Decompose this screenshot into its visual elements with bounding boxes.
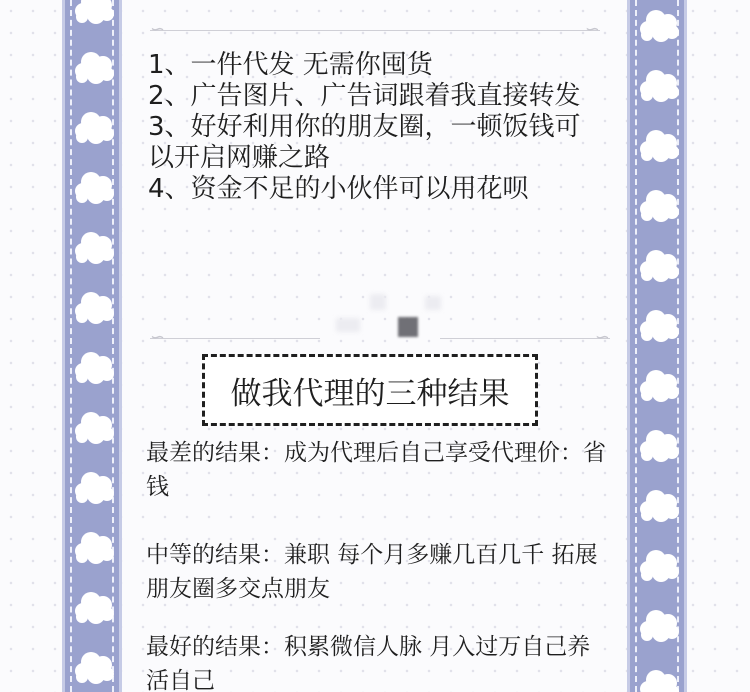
step-item: 1、一件代发 无需你囤货 [148,50,433,80]
top-divider [150,16,600,46]
cloud-icon [640,70,679,102]
cloud-icon [75,172,114,204]
cloud-icon [640,370,679,402]
divider-line [150,338,320,339]
divider-ornament: ∽ [150,19,166,40]
cloud-icon [75,592,114,624]
step-item: 3、好好利用你的朋友圈，一顿饭钱可以开启网赚之路 [148,112,581,173]
cloud-icon [640,130,679,162]
divider-ornament: ∽ [584,19,600,40]
cloud-icon [640,190,679,222]
cloud-icon [75,292,114,324]
cloud-icon [75,352,114,384]
blurred-watermark [398,317,418,337]
cloud-icon [640,670,679,692]
cloud-icon [75,112,114,144]
middle-divider [150,324,610,354]
cloud-icon-column [630,0,687,692]
cloud-icon [75,412,114,444]
section-title: 做我代理的三种结果 [202,354,538,426]
cloud-icon-column [65,0,122,692]
cloud-icon [75,472,114,504]
cloud-icon [640,430,679,462]
result-best: 最好的结果：积累微信人脉 月入过万自己养活自己 [146,634,591,692]
cloud-icon [75,52,114,84]
blurred-watermark [425,296,441,310]
cloud-icon [640,10,679,42]
cloud-icon [640,550,679,582]
steps-list [148,50,598,205]
result-worst: 最差的结果：成为代理后自己享受代理价：省钱 [146,440,606,500]
step-item: 2、广告图片、广告词跟着我直接转发 [148,81,581,111]
left-cloud-border [62,0,122,692]
divider-line [440,338,610,339]
cloud-icon [640,490,679,522]
blurred-watermark [336,318,360,332]
cloud-icon [75,652,114,684]
cloud-icon [640,610,679,642]
result-middle: 中等的结果：兼职 每个月多赚几百几千 拓展朋友圈多交点朋友 [146,542,598,602]
blurred-watermark [370,294,386,310]
cloud-icon [640,310,679,342]
divider-ornament: ∽ [150,327,166,348]
cloud-icon [640,250,679,282]
step-item: 4、资金不足的小伙伴可以用花呗 [148,174,529,204]
cloud-icon [75,232,114,264]
divider-line [150,30,600,31]
cloud-icon [75,0,114,24]
right-cloud-border [627,0,687,692]
divider-ornament: ∽ [594,327,610,348]
cloud-icon [75,532,114,564]
